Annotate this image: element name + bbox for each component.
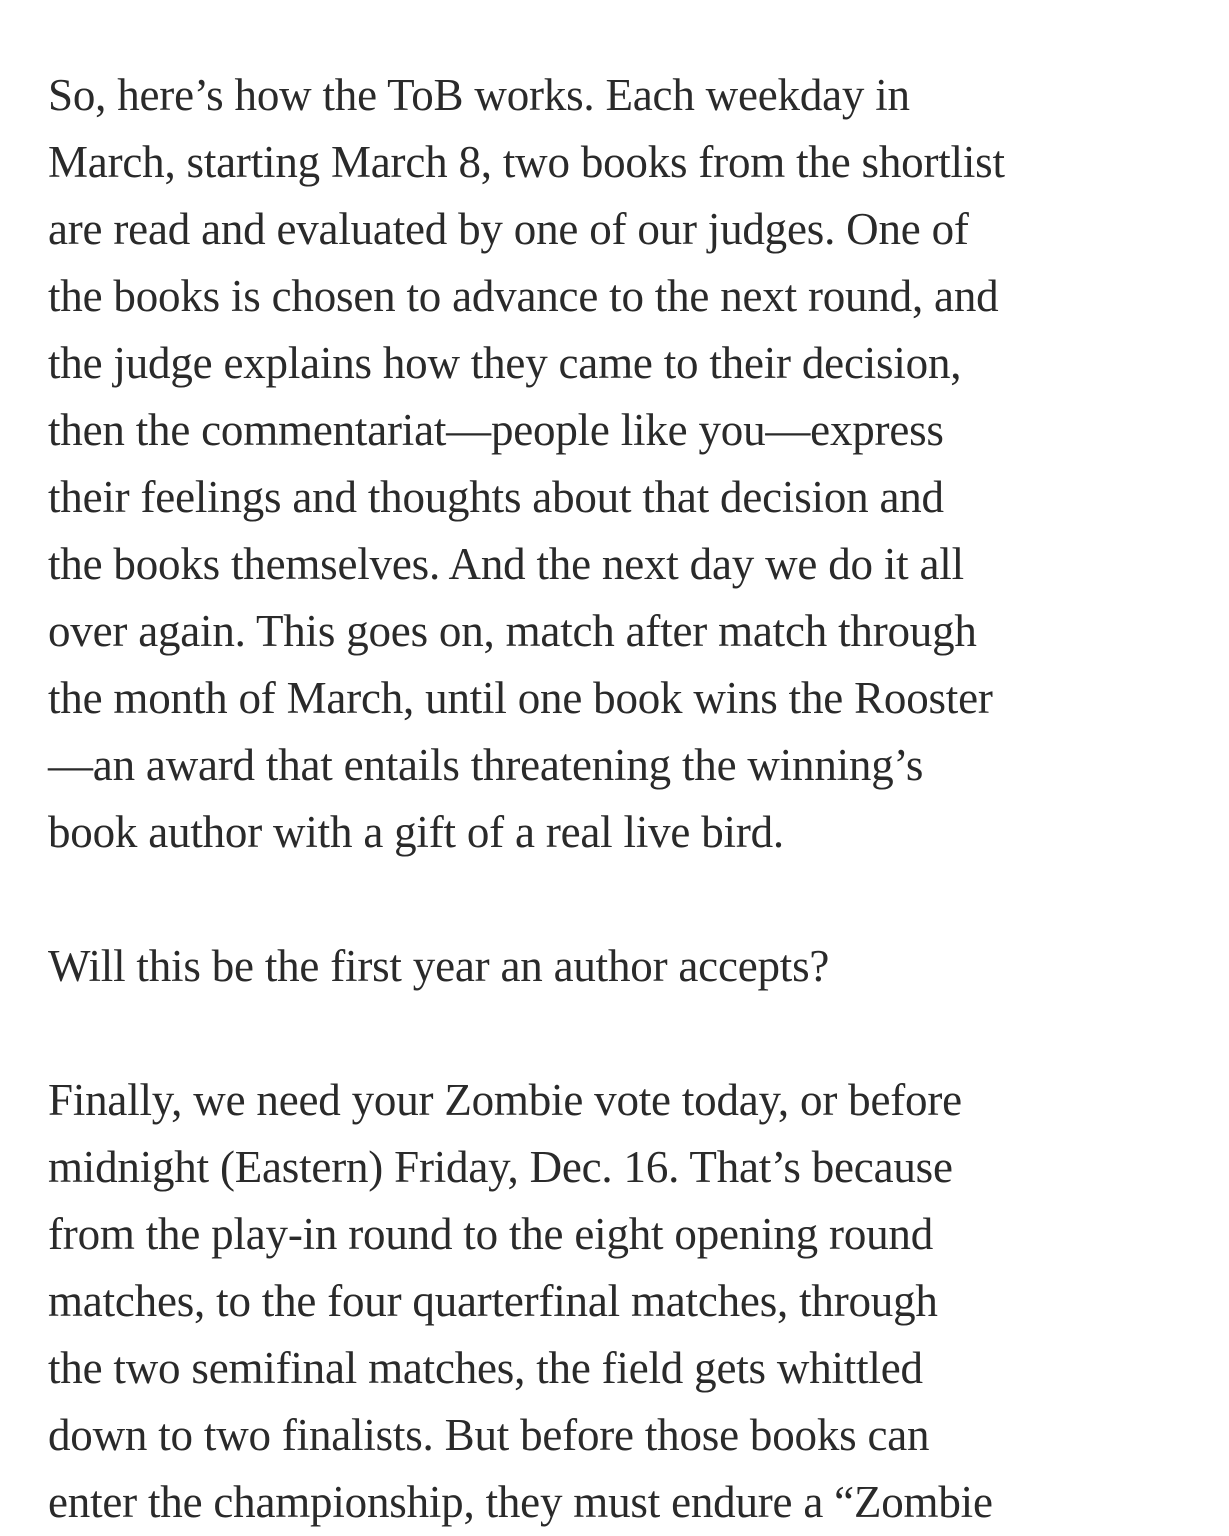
paragraph-spacer [48, 1000, 1208, 1067]
text-line: are read and evaluated by one of our judges. One of [48, 204, 969, 254]
text-line: matches, to the four quarterfinal matches, through [48, 1276, 938, 1326]
text-line: March, starting March 8, two books from the shortlist [48, 137, 1005, 187]
text-line: book author with a gift of a real live bird. [48, 807, 784, 857]
text-line: then the commentariat—people like you—express [48, 405, 944, 455]
paragraph-question [48, 933, 1208, 1000]
text-line: enter the championship, they must endure a “Zombie [48, 1477, 993, 1527]
text-line: Will this be the first year an author accepts? [48, 941, 830, 991]
text-line: So, here’s how the ToB works. Each weekday in [48, 70, 910, 120]
text-line: the two semifinal matches, the field gets whittled [48, 1343, 923, 1393]
text-line: from the play-in round to the eight opening round [48, 1209, 934, 1259]
text-line: the judge explains how they came to their decision, [48, 338, 962, 388]
text-line: Finally, we need your Zombie vote today, or before [48, 1075, 962, 1125]
text-line: midnight (Eastern) Friday, Dec. 16. That’s because [48, 1142, 953, 1192]
paragraph-zombie-vote [48, 1067, 1208, 1536]
text-line: over again. This goes on, match after match through [48, 606, 977, 656]
text-line: the month of March, until one book wins the Rooster [48, 673, 993, 723]
text-line: the books themselves. And the next day we do it all [48, 539, 964, 589]
paragraph-spacer [48, 866, 1208, 933]
text-line: their feelings and thoughts about that decision and [48, 472, 944, 522]
text-line: down to two finalists. But before those books can [48, 1410, 930, 1460]
article-body [48, 62, 1208, 1536]
text-line: —an award that entails threatening the winning’s [48, 740, 924, 790]
text-line: the books is chosen to advance to the next round, and [48, 271, 999, 321]
paragraph-how-tob-works [48, 62, 1208, 866]
